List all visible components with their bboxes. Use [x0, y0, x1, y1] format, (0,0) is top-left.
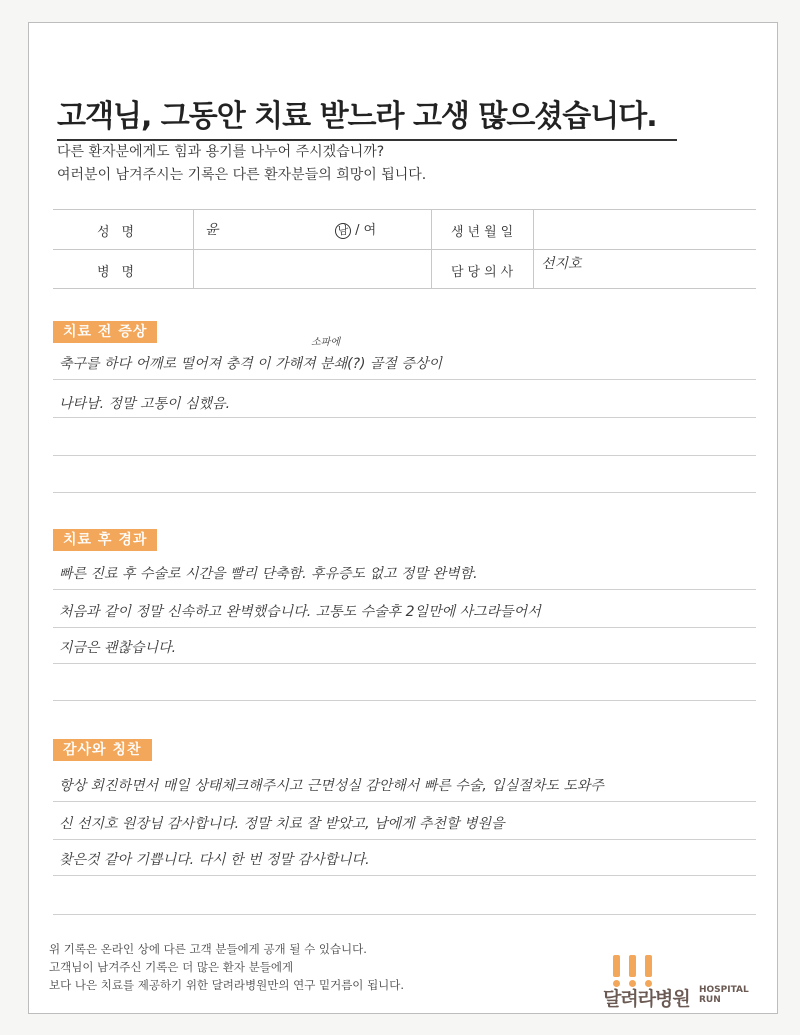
writing-line — [53, 492, 756, 493]
table-divider — [533, 209, 534, 289]
writing-line — [53, 455, 756, 456]
thanks-line-2[interactable]: 신 선지호 원장님 감사합니다. 정말 치료 잘 받았고, 남에게 추천할 병원을 — [59, 816, 505, 832]
name-label: 성명 — [97, 225, 147, 240]
feedback-sheet — [28, 22, 778, 1014]
doctor-label: 담당의사 — [451, 265, 518, 280]
page-title: 고객님, 그동안 치료 받느라 고생 많으셨습니다. — [57, 91, 677, 141]
writing-line — [53, 589, 756, 590]
after-line-1[interactable]: 빠른 진료 후 수술로 시간을 빨리 단축함. 후유증도 없고 정말 완벽함. — [59, 566, 478, 582]
exclamation-marks-icon — [611, 955, 671, 983]
logo-name: 달려라병원 — [603, 988, 690, 1010]
writing-line — [53, 700, 756, 701]
writing-line — [53, 914, 756, 915]
sex-selector[interactable] — [335, 219, 376, 239]
thanks-line-3[interactable]: 찾은것 같아 기쁩니다. 다시 한 번 정말 감사합니다. — [59, 852, 370, 868]
intro-line-1: 다른 환자분에게도 힘과 용기를 나누어 주시겠습니까? — [57, 144, 385, 160]
logo-en-text — [699, 985, 749, 1005]
writing-line — [53, 875, 756, 876]
footer-line-1: 위 기록은 온라인 상에 다른 고객 분들에게 공개 될 수 있습니다. — [49, 942, 367, 956]
writing-line — [53, 379, 756, 380]
footer-line-2: 고객님이 남겨주신 기록은 더 많은 환자 분들에게 — [49, 960, 294, 974]
sex-separator: / — [355, 223, 360, 238]
thanks-line-1[interactable]: 항상 회진하면서 매일 상태체크해주시고 근면성실 감안해서 빠른 수술, 입실절차도 도와주 — [59, 778, 604, 794]
name-value[interactable]: 윤 — [205, 222, 219, 238]
writing-line — [53, 839, 756, 840]
before-line-2[interactable]: 나타남. 정말 고통이 심했음. — [59, 396, 231, 412]
footer-line-3: 보다 나은 치료를 제공하기 위한 달려라병원만의 연구 밑거름이 됩니다. — [49, 978, 405, 992]
table-rule — [53, 249, 756, 250]
doctor-value[interactable]: 선지호 — [541, 256, 582, 272]
table-divider — [431, 209, 432, 289]
logo-en-line-2: RUN — [699, 995, 721, 1005]
dob-label: 생년월일 — [451, 225, 518, 240]
section-title-after: 치료 후 경과 — [53, 529, 157, 551]
after-line-2[interactable]: 처음과 같이 정말 신속하고 완벽했습니다. 고통도 수술후 2일만에 사그라들어서 — [59, 604, 541, 620]
writing-line — [53, 627, 756, 628]
logo-en-line-1: HOSPITAL — [699, 985, 749, 995]
patient-info-table — [53, 209, 756, 289]
section-title-thanks: 감사와 칭찬 — [53, 739, 152, 761]
section-title-before: 치료 전 증상 — [53, 321, 157, 343]
writing-line — [53, 801, 756, 802]
hospital-logo — [603, 955, 753, 1015]
writing-line — [53, 663, 756, 664]
before-line-1[interactable]: 축구를 하다 어깨로 떨어져 충격 이 가해져 분쇄(?) 골절 증상이 — [59, 356, 442, 372]
writing-line — [53, 417, 756, 418]
table-divider — [193, 209, 194, 289]
disease-label: 병명 — [97, 265, 147, 280]
sex-female-option[interactable]: 여 — [363, 223, 377, 238]
intro-line-2: 여러분이 남겨주시는 기록은 다른 환자분들의 희망이 됩니다. — [57, 167, 427, 183]
sex-male-option[interactable]: 남 — [335, 223, 351, 239]
table-rule — [53, 288, 756, 289]
after-line-3[interactable]: 지금은 괜찮습니다. — [59, 640, 177, 656]
table-rule — [53, 209, 756, 210]
handwritten-insert-note: 소파에 — [311, 337, 340, 348]
